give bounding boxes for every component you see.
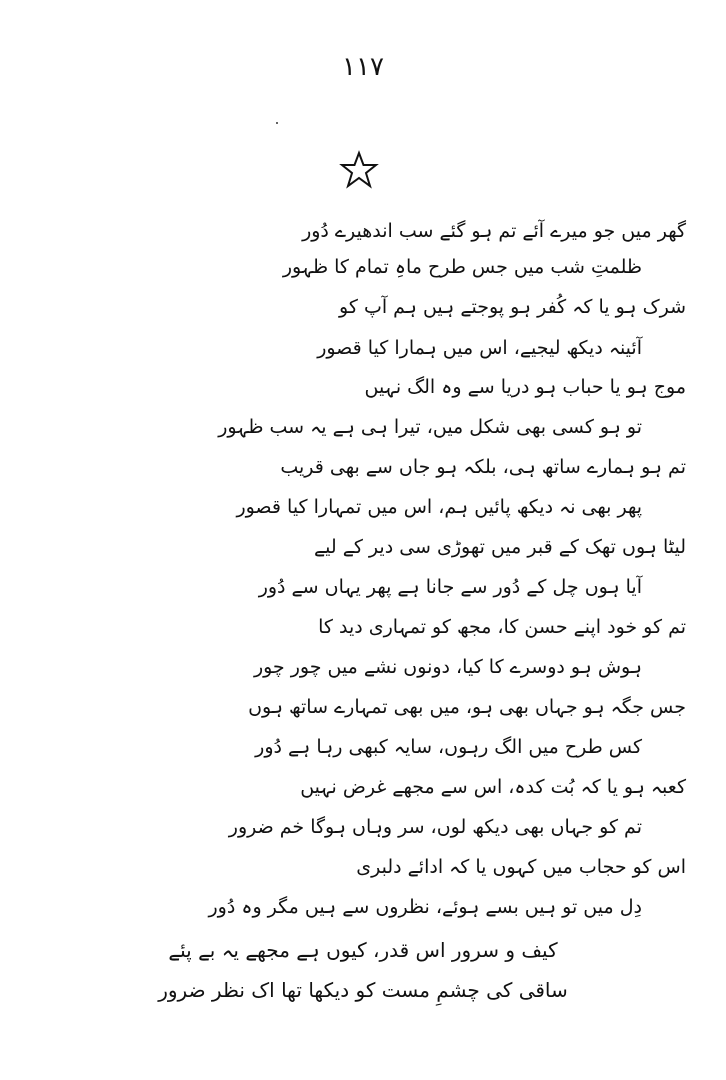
poem-line-20: ساقی کی چشمِ مست کو دیکھا تھا اک نظر ضرور: [158, 978, 568, 1002]
scan-speck: [276, 122, 278, 124]
poem-line-11: تم کو خود اپنے حسن کا، مجھ کو تمہاری دید کا: [318, 616, 686, 638]
page-number: ۱۱۷: [342, 52, 384, 82]
poem-line-6: تو ہو کسی بھی شکل میں، تیرا ہی ہے یہ سب ظہور: [218, 416, 642, 438]
poem-line-9: لیٹا ہوں تھک کے قبر میں تھوڑی سی دیر کے لیے: [314, 536, 686, 558]
star-outline-icon: [339, 150, 379, 190]
poem-line-17: اس کو حجاب میں کہوں یا کہ ادائے دلبری: [356, 856, 686, 878]
poem-line-3: شرک ہو یا کہ کُفر ہو پوجتے ہیں ہم آپ کو: [339, 296, 686, 318]
poem-line-2: ظلمتِ شب میں جس طرح ماہِ تمام کا ظہور: [282, 256, 642, 278]
poem-line-16: تم کو جہاں بھی دیکھ لوں، سر وہاں ہوگا خم ضرور: [228, 816, 642, 838]
poem-line-18: دِل میں تو ہیں بسے ہوئے، نظروں سے ہیں مگر وہ دُور: [208, 896, 642, 918]
poem-line-7: تم ہو ہمارے ساتھ ہی، بلکہ ہو جاں سے بھی قریب: [280, 456, 686, 478]
poem-line-15: کعبہ ہو یا کہ بُت کدہ، اس سے مجھے غرض نہیں: [300, 776, 686, 798]
poem-line-14: کس طرح میں الگ رہوں، سایہ کبھی رہا ہے دُور: [255, 736, 642, 758]
poem-line-1: گھر میں جو میرے آئے تم ہو گئے سب اندھیرے دُور: [302, 220, 686, 242]
poem-line-12: ہوش ہو دوسرے کا کیا، دونوں نشے میں چور چور: [253, 656, 642, 678]
poem-line-8: پھر بھی نہ دیکھ پائیں ہم، اس میں تمہارا کیا قصور: [236, 496, 642, 518]
poem-line-5: موج ہو یا حباب ہو دریا سے وہ الگ نہیں: [364, 376, 686, 398]
poem-line-19: کیف و سرور اس قدر، کیوں ہے مجھے یہ بے پئے: [168, 938, 558, 962]
poem-line-10: آیا ہوں چل کے دُور سے جانا ہے پھر یہاں سے دُور: [258, 576, 642, 598]
poem-line-13: جس جگہ ہو جہاں بھی ہو، میں بھی تمہارے ساتھ ہوں: [248, 696, 686, 718]
poem-line-4: آئینہ دیکھ لیجیے، اس میں ہمارا کیا قصور: [317, 337, 642, 359]
